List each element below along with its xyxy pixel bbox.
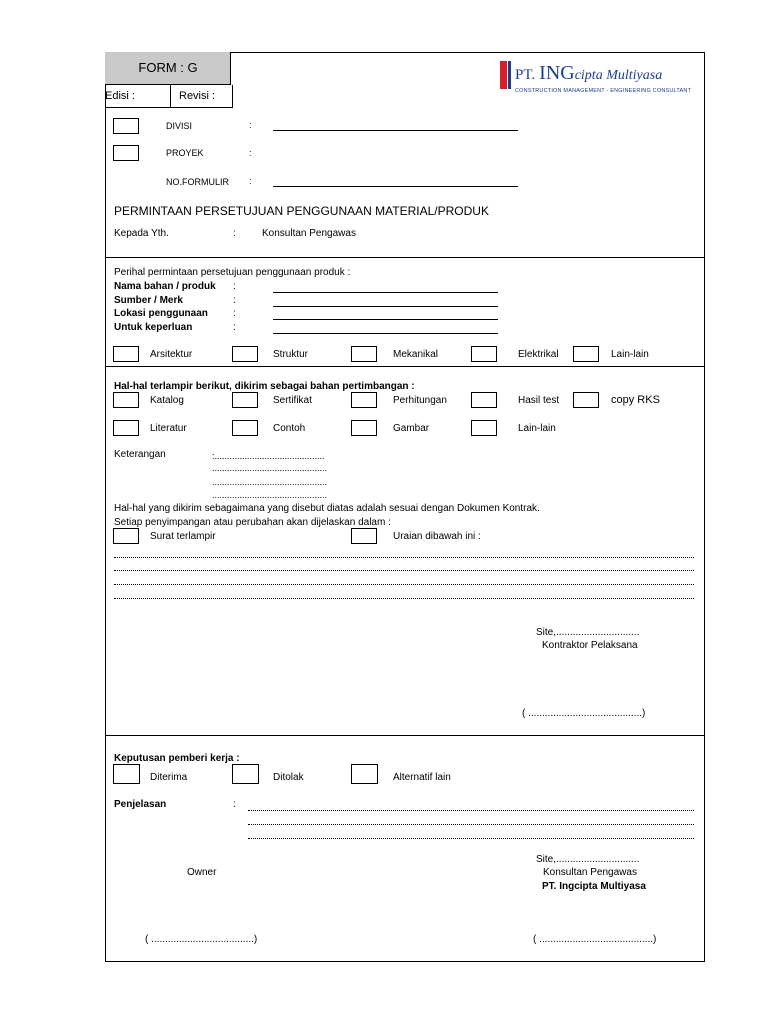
form-title: PERMINTAAN PERSETUJUAN PENGGUNAAN MATERIAL/PRODUK [114,204,489,218]
checkbox-surat-terlampir[interactable] [113,528,139,544]
uraian-line-2[interactable] [114,570,694,571]
konsultan-signature: ( .........................................) [533,934,657,945]
keterangan-line-3[interactable]: .............................................. [212,477,328,487]
kepada-label: Kepada Yth. [114,228,169,239]
label-mekanikal: Mekanikal [393,349,439,360]
keterangan-line-4[interactable]: .............................................. [212,490,328,500]
checkbox-mekanikal[interactable] [351,346,377,362]
divisi-input-line[interactable] [273,130,518,131]
keterangan-line-2[interactable]: .............................................. [212,463,328,473]
uraian-line-4[interactable] [114,598,694,599]
checkbox-katalog[interactable] [113,392,139,408]
label-copy-rks: copy RKS [611,394,660,406]
checkbox-hasil-test[interactable] [471,392,497,408]
no-formulir-label: NO.FORMULIR [166,177,229,187]
section-divider-1 [105,257,705,258]
checkbox-sertifikat[interactable] [232,392,258,408]
checkbox-literatur[interactable] [113,420,139,436]
checkbox-uraian[interactable] [351,528,377,544]
field-colon-1: : [233,281,236,292]
field-sumber-merk: Sumber / Merk [114,295,183,306]
keterangan-line-1[interactable]: :............................................ [212,451,325,461]
lokasi-input-line[interactable] [273,319,498,320]
checkbox-contoh[interactable] [232,420,258,436]
nama-bahan-input-line[interactable] [273,292,498,293]
label-struktur: Struktur [273,349,309,360]
kontraktor-signature: ( .........................................) [522,708,646,719]
uraian-line-3[interactable] [114,584,694,585]
keterangan-label: Keterangan [114,449,166,460]
divisi-checkbox[interactable] [113,118,139,134]
checkbox-diterima[interactable] [113,764,140,784]
checkbox-arsitektur[interactable] [113,346,139,362]
penjelasan-line-1[interactable] [248,810,694,811]
keputusan-heading: Keputusan pemberi kerja : [114,753,240,764]
section-divider-2 [105,366,705,367]
sumber-merk-input-line[interactable] [273,306,498,307]
proyek-label: PROYEK [166,148,204,158]
label-diterima: Diterima [150,772,188,783]
logo-rest: cipta Multiyasa [574,68,663,83]
label-gambar: Gambar [393,423,430,434]
kontraktor-role: Kontraktor Pelaksana [542,640,638,651]
section-divider-3 [105,735,705,736]
divisi-label: DIVISI [166,121,193,131]
edisi-revisi-divider [170,85,171,108]
label-contoh: Contoh [273,423,306,434]
penjelasan-label: Penjelasan [114,799,167,810]
penjelasan-colon: : [233,799,236,810]
checkbox-perhitungan[interactable] [351,392,377,408]
no-formulir-input-line[interactable] [273,186,518,187]
owner-label: Owner [187,867,217,878]
edisi-label: Edisi : [105,90,135,102]
uraian-line-1[interactable] [114,557,694,558]
konsultan-role: Konsultan Pengawas [543,867,637,878]
divisi-colon: : [249,120,252,130]
proyek-checkbox[interactable] [113,145,139,161]
label-literatur: Literatur [150,423,187,434]
logo-ing: ING [539,62,575,84]
checkbox-struktur[interactable] [232,346,258,362]
checkbox-gambar[interactable] [351,420,377,436]
checkbox-elektrikal[interactable] [471,346,497,362]
label-lain-lain-kategori: Lain-lain [611,349,649,360]
label-ditolak: Ditolak [273,772,304,783]
perihal-intro: Perihal permintaan persetujuan penggunaan produk : [114,267,351,278]
penjelasan-line-2[interactable] [248,824,694,825]
logo-pt: PT. [515,67,536,83]
label-perhitungan: Perhitungan [393,395,447,406]
lampiran-heading: Hal-hal terlampir berikut, dikirim sebagai bahan pertimbangan : [114,381,415,392]
label-alternatif: Alternatif lain [393,772,451,783]
checkbox-ditolak[interactable] [232,764,259,784]
field-colon-2: : [233,295,236,306]
field-colon-4: : [233,322,236,333]
label-elektrikal: Elektrikal [518,349,559,360]
label-hasil-test: Hasil test [518,395,560,406]
field-keperluan: Untuk keperluan [114,322,193,333]
logo-bar-red [500,61,507,89]
company-logo [500,58,700,98]
logo-tagline: CONSTRUCTION MANAGEMENT - ENGINEERING CONSULTANT [515,88,692,94]
penjelasan-line-3[interactable] [248,838,694,839]
form-code: FORM : G [138,60,198,75]
checkbox-copy-rks[interactable] [573,392,599,408]
kepada-value: Konsultan Pengawas [262,228,356,239]
statement-2: Setiap penyimpangan atau perubahan akan dijelaskan dalam : [114,517,391,528]
label-surat-terlampir: Surat terlampir [150,531,216,542]
label-sertifikat: Sertifikat [273,395,312,406]
checkbox-lain-lain-kategori[interactable] [573,346,599,362]
label-lain-lain-lampiran: Lain-lain [518,423,556,434]
label-katalog: Katalog [150,395,184,406]
field-lokasi: Lokasi penggunaan [114,308,208,319]
label-uraian: Uraian dibawah ini : [393,531,481,542]
revisi-label: Revisi : [179,90,216,102]
field-colon-3: : [233,308,236,319]
konsultan-company: PT. Ingcipta Multiyasa [542,881,646,892]
checkbox-lain-lain-lampiran[interactable] [471,420,497,436]
logo-bar-blue [508,61,511,89]
keperluan-input-line[interactable] [273,333,498,334]
logo-text [515,62,662,85]
field-nama-bahan: Nama bahan / produk [114,281,216,292]
checkbox-alternatif[interactable] [351,764,378,784]
owner-signature: ( .....................................) [145,934,258,945]
label-arsitektur: Arsitektur [150,349,193,360]
statement-1: Hal-hal yang dikirim sebagaimana yang disebut diatas adalah sesuai dengan Dokumen Kontrak. [114,503,540,514]
proyek-colon: : [249,148,252,158]
kepada-colon: : [233,228,236,239]
no-formulir-colon: : [249,176,252,186]
kontraktor-site: Site,.............................. [536,627,640,638]
konsultan-site: Site,.............................. [536,854,640,865]
